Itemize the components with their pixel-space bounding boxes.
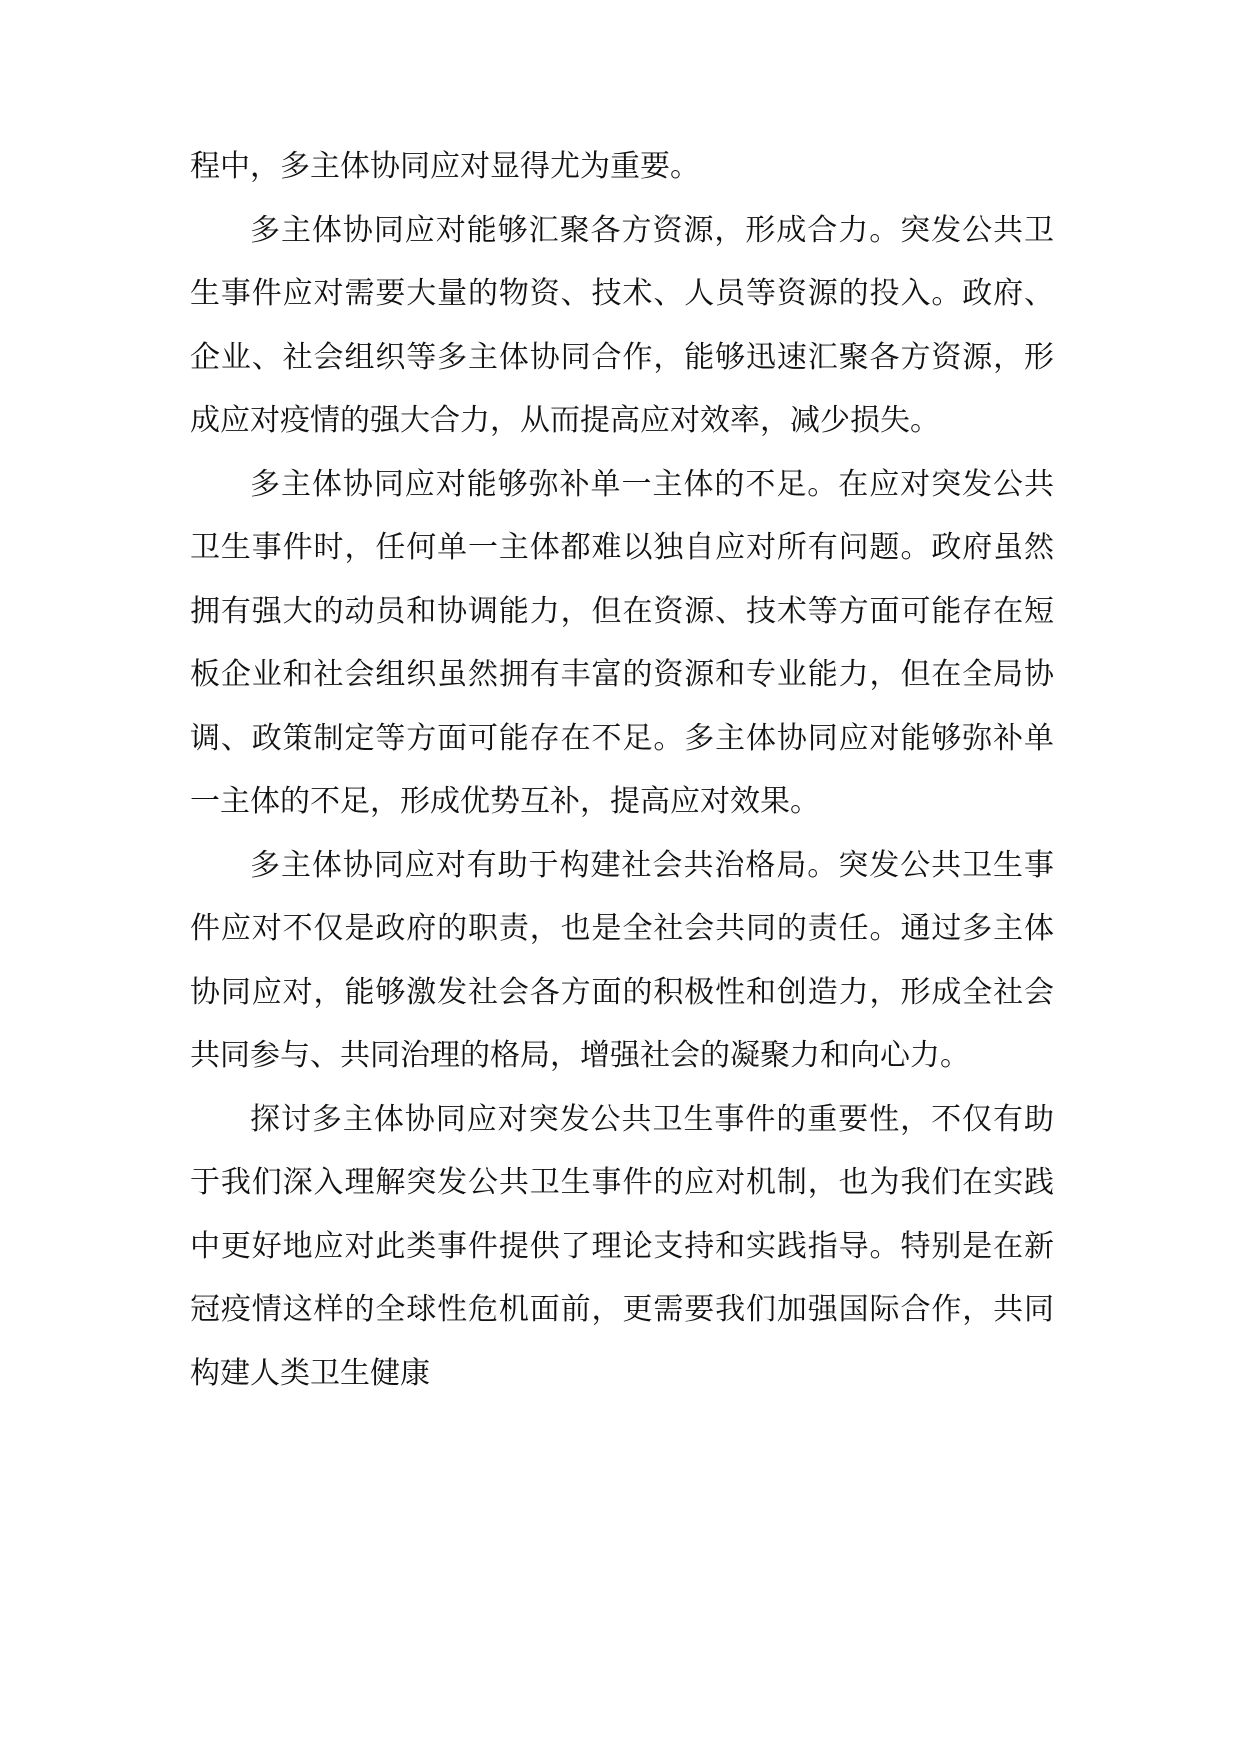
paragraph-significance: 探讨多主体协同应对突发公共卫生事件的重要性，不仅有助于我们深入理解突发公共卫生事件的应对机制，也为我们在实践中更好地应对此类事件提供了理论支持和实践指导。特别是在新冠疫情这样的全球性危机面前，更需要我们加强国际合作，共同构建人类卫生健康 xyxy=(190,1101,1054,1391)
document-body xyxy=(190,135,1054,1405)
paragraph-continuation: 程中，多主体协同应对显得尤为重要。 xyxy=(190,149,700,184)
paragraph-resource-pooling: 多主体协同应对能够汇聚各方资源，形成合力。突发公共卫生事件应对需要大量的物资、技术、人员等资源的投入。政府、企业、社会组织等多主体协同合作，能够迅速汇聚各方资源，形成应对疫情的强大合力，从而提高应对效率，减少损失。 xyxy=(190,212,1054,438)
paragraph-social-co-governance: 多主体协同应对有助于构建社会共治格局。突发公共卫生事件应对不仅是政府的职责，也是全社会共同的责任。通过多主体协同应对，能够激发社会各方面的积极性和创造力，形成全社会共同参与、共同治理的格局，增强社会的凝聚力和向心力。 xyxy=(190,847,1054,1073)
paragraph-complement-shortcomings: 多主体协同应对能够弥补单一主体的不足。在应对突发公共卫生事件时，任何单一主体都难以独自应对所有问题。政府虽然拥有强大的动员和协调能力，但在资源、技术等方面可能存在短板企业和社会组织虽然拥有丰富的资源和专业能力，但在全局协调、政策制定等方面可能存在不足。多主体协同应对能够弥补单一主体的不足，形成优势互补，提高应对效果。 xyxy=(190,466,1054,819)
